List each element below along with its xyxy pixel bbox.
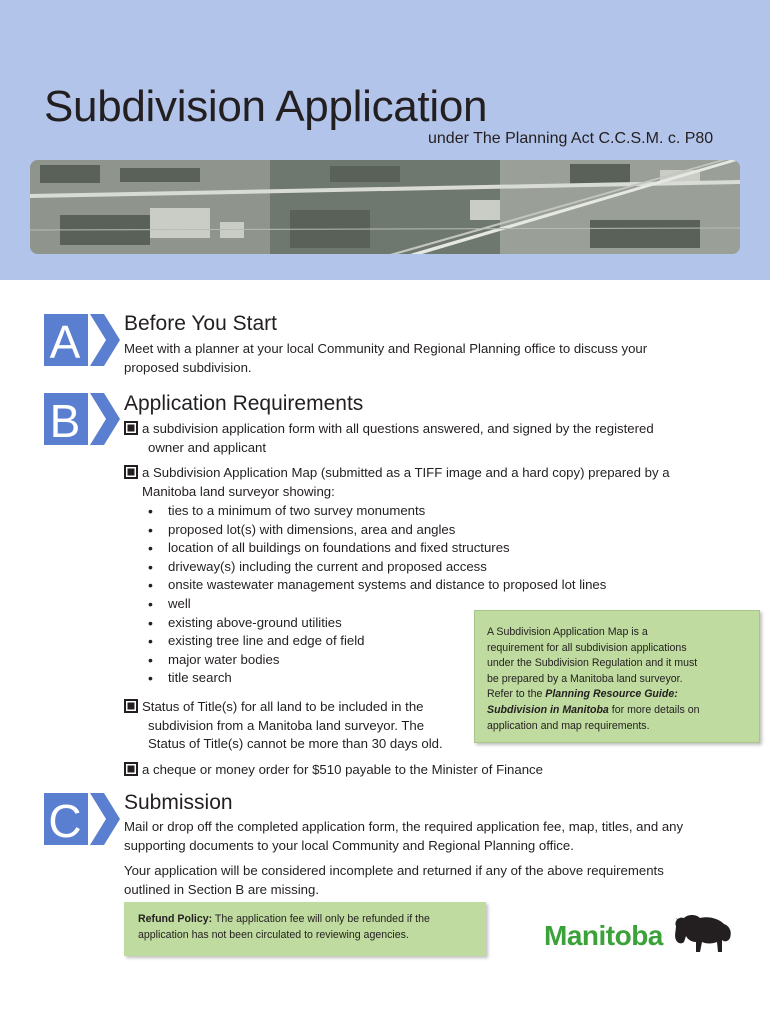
section-c-icon xyxy=(44,793,120,845)
requirement-text: Manitoba land surveyor showing: xyxy=(142,483,335,499)
section-b-icon xyxy=(44,393,120,445)
requirement-text: a Subdivision Application Map (submitted as a TIFF image and a hard copy) prepared by a xyxy=(142,465,670,480)
map-requirement-callout xyxy=(474,610,760,743)
callout-line: Refer to the xyxy=(487,688,546,701)
requirement-text: a subdivision application form with all questions answered, and signed by the registered xyxy=(142,421,654,436)
list-item: • existing above-ground utilities xyxy=(148,614,606,633)
callout-line: A Subdivision Application Map is a xyxy=(487,626,648,638)
aerial-photo xyxy=(30,160,740,254)
page-subtitle: under The Planning Act C.C.S.M. c. P80 xyxy=(428,130,714,147)
checkbox-square-icon xyxy=(124,699,138,713)
requirement-title xyxy=(124,698,443,754)
section-c-letter: C xyxy=(48,795,82,845)
checkbox-square-icon xyxy=(124,465,138,479)
manitoba-logo-text: Manitoba xyxy=(544,920,663,951)
guide-title: Subdivision in Manitoba xyxy=(487,703,609,716)
list-item: • existing tree line and edge of field xyxy=(148,632,606,651)
requirement-text: Status of Title(s) for all land to be included in the xyxy=(142,699,424,714)
section-c-line: Your application will be considered incomplete and returned if any of the above requirements xyxy=(124,863,664,878)
section-a-letter: A xyxy=(49,316,81,366)
requirement-text: subdivision from a Manitoba land surveyor. The xyxy=(148,717,425,733)
section-c-text xyxy=(124,818,683,855)
page-title: Subdivision Application xyxy=(44,82,488,131)
callout-line: under the Subdivision Regulation and it must xyxy=(487,657,698,670)
list-item: • well xyxy=(148,595,606,614)
requirement-text: a cheque or money order for $510 payable to the Minister of Finance xyxy=(142,762,543,777)
list-item: • proposed lot(s) with dimensions, area and angles xyxy=(148,521,606,540)
callout-line: be prepared by a Manitoba land surveyor. xyxy=(487,672,683,685)
callout-line: for more details on xyxy=(608,703,700,716)
section-a-icon xyxy=(44,314,120,366)
list-item: • title search xyxy=(148,669,606,688)
requirement-text: owner and applicant xyxy=(148,439,267,455)
section-b-heading: Application Requirements xyxy=(124,392,364,415)
section-c-line: outlined in Section B are missing. xyxy=(124,881,319,897)
section-a-line: Meet with a planner at your local Community and Regional Planning office to discuss your xyxy=(124,341,648,356)
section-a-heading: Before You Start xyxy=(124,312,277,335)
section-c-line: Mail or drop off the completed application form, the required application fee, map, titles, and any xyxy=(124,819,684,834)
callout-line: application and map requirements. xyxy=(487,719,650,732)
refund-policy-box xyxy=(124,902,486,956)
list-item: • driveway(s) including the current and proposed access xyxy=(148,558,606,577)
section-b-letter: B xyxy=(49,395,81,445)
section-c-heading: Submission xyxy=(124,791,233,814)
refund-label: Refund Policy: xyxy=(138,913,213,925)
list-item: • major water bodies xyxy=(148,651,606,670)
checkbox-square-icon xyxy=(124,762,138,776)
section-a-text xyxy=(124,340,647,377)
list-item: • ties to a minimum of two survey monuments xyxy=(148,502,606,521)
section-a-line: proposed subdivision. xyxy=(124,359,252,375)
requirement-text: Status of Title(s) cannot be more than 30 days old. xyxy=(148,736,443,751)
list-item: • location of all buildings on foundations and fixed structures xyxy=(148,539,606,558)
guide-title: Planning Resource Guide: xyxy=(545,688,678,701)
requirement-form xyxy=(124,420,654,457)
list-item: • onsite wastewater management systems and distance to proposed lot lines xyxy=(148,576,606,595)
section-c-line: supporting documents to your local Community and Regional Planning office. xyxy=(124,837,574,853)
section-c-warning xyxy=(124,862,664,899)
checkbox-square-icon xyxy=(124,421,138,435)
refund-line: The application fee will only be refunded if the xyxy=(212,913,430,925)
callout-line: requirement for all subdivision applications xyxy=(487,641,687,654)
refund-line: application has not been circulated to reviewing agencies. xyxy=(138,928,409,941)
requirement-fee xyxy=(124,761,543,780)
bison-logo-icon xyxy=(672,912,734,956)
requirement-map xyxy=(124,464,670,501)
header-band xyxy=(0,0,770,280)
